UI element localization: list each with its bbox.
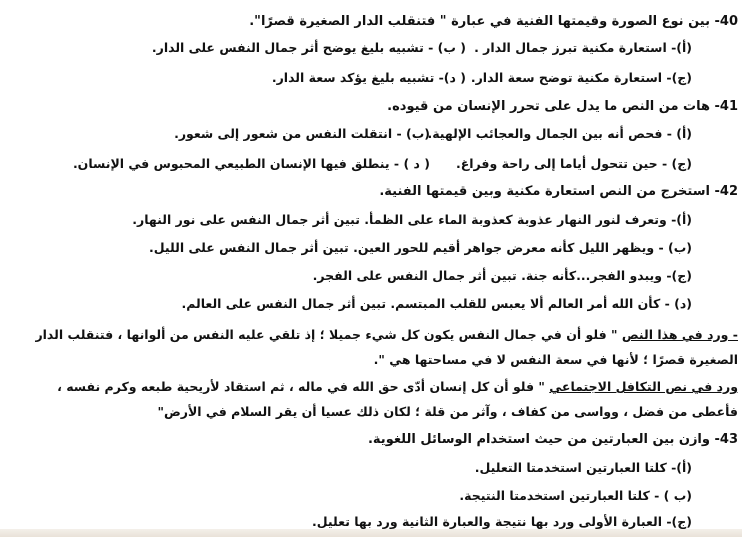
q41-option-c: (ج) - حين تتحول أياما إلى راحة وفراغ. [455, 156, 692, 171]
passage-2 [24, 374, 738, 424]
q41-option-a: (أ) - فحص أنه بين الجمال والعجائب الإلهية. [427, 126, 692, 141]
q40-stem: 40- بين نوع الصورة وقيمتها الفنية في عبارة " فتنقلب الدار الصغيرة قصرًا". [249, 14, 738, 29]
q40-option-b: ( ب) - تشبيه بليغ يوضح أثر جمال النفس على الدار. [151, 40, 466, 55]
q43-option-b: (ب ) - كلتا العبارتين استخدمتا النتيجة. [459, 488, 692, 503]
q41-stem: 41- هات من النص ما يدل على تحرر الإنسان من قيوده. [387, 99, 738, 114]
q42-option-a: (أ)- وتعرف لنور النهار عذوبة كعذوبة الماء على الظمأ. تبين أثر جمال النفس على نور النهار. [132, 212, 692, 227]
q41-option-b: (ب) - انتقلت النفس من شعور إلى شعور. [174, 126, 430, 141]
passage-1 [24, 322, 738, 372]
passage-2-body: " فلو أن كل إنسان أدّى حق الله في ماله ، ثم استقاد لأريحية طبعه وكرم نفسه ، فأعطى من فضل ، وواسى من كفاف ، وآثر من قلة ؛ لكان ذلك عسيا أن يقر السلام في الأرض" [57, 379, 738, 419]
q42-option-b: (ب) - ويظهر الليل كأنه معرض جواهر أقيم للحور العين. تبين أثر جمال النفس على الليل. [149, 240, 692, 255]
passage-2-lead: ورد في نص التكافل الاجتماعي [549, 379, 738, 394]
q43-stem: 43- وازن بين العبارتين من حيث استخدام الوسائل اللغوية. [367, 432, 738, 447]
q42-option-d: (د) - كأن الله أمر العالم ألا يعبس للقلب المبتسم. تبين أثر جمال النفس على العالم. [181, 296, 692, 311]
page-bottom-edge [0, 529, 742, 537]
q40-option-d: ( د)- تشبيه بليغ يؤكد سعة الدار. [271, 70, 466, 85]
q43-option-a: (أ)- كلتا العبارتين استخدمتا التعليل. [474, 460, 692, 475]
q40-option-c: (ج)- استعارة مكنية توضح سعة الدار. [470, 70, 692, 85]
q42-stem: 42- استخرج من النص استعارة مكنية وبين قيمتها الفنية. [379, 184, 738, 199]
passage-1-lead: - ورد في هذا النص [621, 327, 738, 342]
q40-option-a: (أ)- استعارة مكنية تبرز جمال الدار . [474, 40, 692, 55]
passage-1-body: " فلو أن في جمال النفس يكون كل شيء جميلا ؛ إذ تلقي عليه النفس من ألوانها ، فتنقلب الدار الصغيرة قصرًا ؛ لأنها في سعة النفس لا في مساحتها هي ". [35, 327, 738, 367]
q42-option-c: (ج)- ويبدو الفجر...كأنه جنة. تبين أثر جمال النفس على الفجر. [312, 268, 692, 283]
q43-option-c: (ج)- العبارة الأولى ورد بها نتيجة والعبارة الثانية ورد بها تعليل. [312, 514, 692, 529]
q41-option-d: ( د ) - ينطلق فيها الإنسان الطبيعي المحبوس في الإنسان. [72, 156, 430, 171]
